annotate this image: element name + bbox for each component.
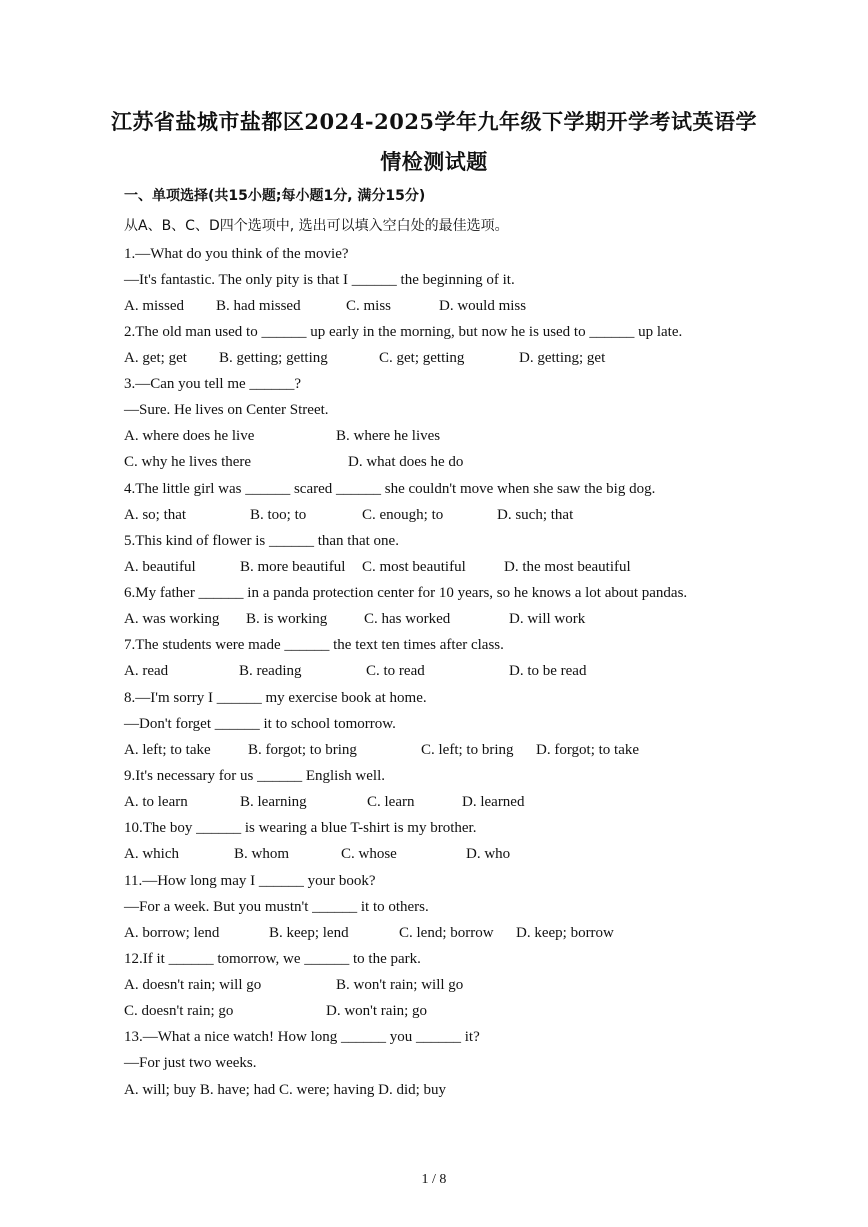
option-b: B. learning	[240, 794, 307, 810]
page-title-line-2: 情检测试题	[380, 149, 488, 174]
option-c: C. doesn't rain; go	[124, 1003, 234, 1019]
question-1-stem: 1.—What do you think of the movie?	[124, 246, 349, 262]
option-d: D. getting; get	[519, 350, 606, 366]
option-a: A. left; to take	[124, 742, 211, 758]
option-d: D. the most beautiful	[504, 559, 631, 575]
option-c: C. why he lives there	[124, 454, 252, 470]
question-5-stem: 5.This kind of flower is ______ than that one.	[124, 533, 399, 549]
option-c: C. enough; to	[362, 507, 444, 523]
question-10-options	[124, 841, 764, 867]
option-b: B. more beautiful	[240, 559, 346, 575]
option-c: C. learn	[367, 794, 415, 810]
option-b: B. forgot; to bring	[248, 742, 357, 758]
question-1-reply: —It's fantastic. The only pity is that I ______ the beginning of it.	[124, 272, 515, 288]
question-3-reply: —Sure. He lives on Center Street.	[124, 402, 329, 418]
question-6-stem: 6.My father ______ in a panda protection center for 10 years, so he knows a lot about pandas.	[124, 585, 688, 601]
option-a: A. so; that	[124, 507, 187, 523]
option-a: A. doesn't rain; will go	[124, 977, 262, 993]
question-9-options	[124, 789, 764, 815]
question-3-options-row-2	[124, 449, 764, 475]
option-c: C. miss	[346, 298, 392, 314]
option-b: B. getting; getting	[219, 350, 328, 366]
option-b: B. is working	[246, 611, 328, 627]
option-a: A. where does he live	[124, 428, 255, 444]
question-11-options	[124, 920, 764, 946]
option-c: C. whose	[341, 846, 397, 862]
question-1-options	[124, 293, 764, 319]
question-7-options	[124, 658, 764, 684]
option-d: D. keep; borrow	[516, 925, 614, 941]
question-12-options-row-2	[124, 998, 764, 1024]
option-a: A. beautiful	[124, 559, 196, 575]
question-8-options	[124, 737, 764, 763]
option-a: A. which	[124, 846, 179, 862]
option-a: A. missed	[124, 298, 184, 314]
option-b: B. had missed	[216, 298, 301, 314]
option-a: A. get; get	[124, 350, 187, 366]
option-d: D. won't rain; go	[326, 1003, 428, 1019]
question-7-stem: 7.The students were made ______ the text ten times after class.	[124, 637, 504, 653]
question-11-reply: —For a week. But you mustn't ______ it to others.	[124, 899, 429, 915]
option-d: D. to be read	[509, 663, 587, 679]
option-c: C. lend; borrow	[399, 925, 494, 941]
question-2-options	[124, 345, 764, 371]
question-8-stem: 8.—I'm sorry I ______ my exercise book at home.	[124, 690, 427, 706]
question-9-stem: 9.It's necessary for us ______ English well.	[124, 768, 385, 784]
question-12-options-row-1	[124, 972, 764, 998]
question-3-stem: 3.—Can you tell me ______?	[124, 376, 302, 392]
question-10-stem: 10.The boy ______ is wearing a blue T-shirt is my brother.	[124, 820, 477, 836]
option-d: D. who	[466, 846, 511, 862]
option-b: B. whom	[234, 846, 290, 862]
option-a: A. to learn	[124, 794, 188, 810]
option-d: D. learned	[462, 794, 525, 810]
option-d: D. forgot; to take	[536, 742, 640, 758]
option-b: B. where he lives	[336, 428, 441, 444]
option-d: D. such; that	[497, 507, 574, 523]
option-b: B. too; to	[250, 507, 307, 523]
option-a: A. read	[124, 663, 169, 679]
option-b: B. keep; lend	[269, 925, 349, 941]
question-5-options	[124, 554, 764, 580]
page-number: 1 / 8	[421, 1172, 447, 1187]
page-title-line-1: 江苏省盐城市盐都区2024-2025学年九年级下学期开学考试英语学	[110, 109, 758, 134]
option-d: D. what does he do	[348, 454, 464, 470]
question-13-reply: —For just two weeks.	[124, 1055, 257, 1071]
option-c: C. to read	[366, 663, 425, 679]
question-6-options	[124, 606, 764, 632]
question-11-stem: 11.—How long may I ______ your book?	[124, 873, 376, 889]
option-b: B. won't rain; will go	[336, 977, 464, 993]
question-8-reply: —Don't forget ______ it to school tomorrow.	[124, 716, 396, 732]
question-12-stem: 12.If it ______ tomorrow, we ______ to the park.	[124, 951, 421, 967]
question-3-options-row-1	[124, 423, 764, 449]
option-c: C. get; getting	[379, 350, 465, 366]
question-2-stem: 2.The old man used to ______ up early in the morning, but now he is used to ______ up late.	[124, 324, 683, 340]
question-13-stem: 13.—What a nice watch! How long ______ you ______ it?	[124, 1029, 480, 1045]
question-4-stem: 4.The little girl was ______ scared ______ she couldn't move when she saw the big dog.	[124, 481, 656, 497]
option-a: A. was working	[124, 611, 220, 627]
option-d: D. would miss	[439, 298, 527, 314]
question-13-options: A. will; buy B. have; had C. were; having D. did; buy	[124, 1082, 447, 1098]
option-c: C. left; to bring	[421, 742, 514, 758]
option-a: A. borrow; lend	[124, 925, 220, 941]
section-instruction: 从A、B、C、D四个选项中, 选出可以填入空白处的最佳选项。	[124, 218, 509, 234]
option-b: B. reading	[239, 663, 302, 679]
section-heading: 一、单项选择(共15小题;每小题1分, 满分15分)	[124, 188, 426, 204]
option-c: C. has worked	[364, 611, 451, 627]
option-d: D. will work	[509, 611, 586, 627]
question-4-options	[124, 502, 764, 528]
option-c: C. most beautiful	[362, 559, 466, 575]
